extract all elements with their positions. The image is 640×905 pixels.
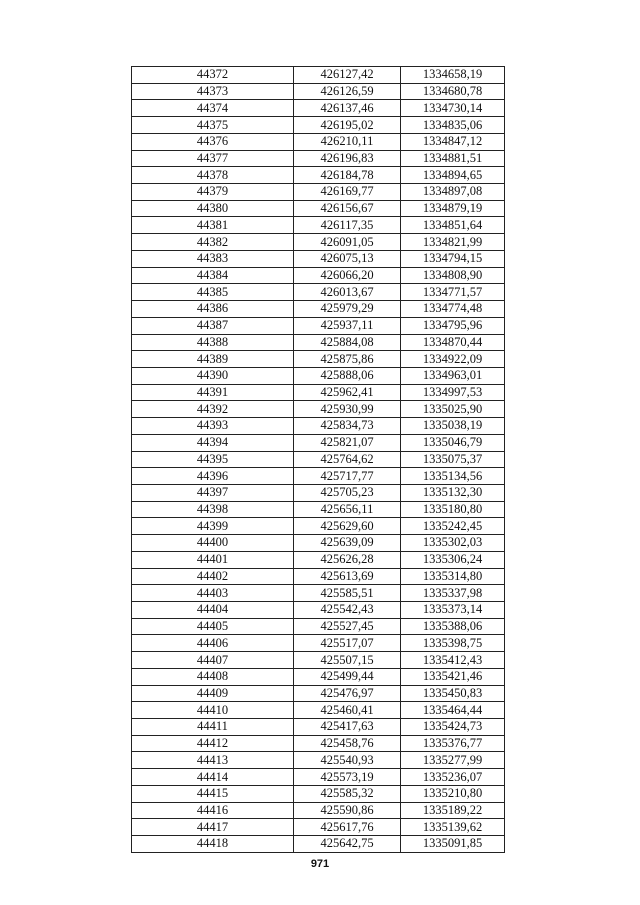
x-coordinate-cell: 426075,13: [294, 250, 401, 267]
table-row: [132, 117, 505, 134]
x-coordinate-cell: 426156,67: [294, 200, 401, 217]
table-row: [132, 100, 505, 117]
point-number-cell: 44409: [132, 685, 294, 702]
table-row: [132, 150, 505, 167]
point-number-cell: 44385: [132, 284, 294, 301]
table-row: [132, 668, 505, 685]
table-row: [132, 284, 505, 301]
point-number-cell: 44407: [132, 652, 294, 669]
table-row: [132, 334, 505, 351]
point-number-cell: 44382: [132, 234, 294, 251]
point-number-cell: 44387: [132, 317, 294, 334]
x-coordinate-cell: 426126,59: [294, 83, 401, 100]
y-coordinate-cell: 1335210,80: [401, 785, 505, 802]
table-row: [132, 133, 505, 150]
x-coordinate-cell: 426117,35: [294, 217, 401, 234]
y-coordinate-cell: 1335046,79: [401, 434, 505, 451]
y-coordinate-cell: 1334963,01: [401, 367, 505, 384]
x-coordinate-cell: 426137,46: [294, 100, 401, 117]
table-row: [132, 652, 505, 669]
table-row: [132, 551, 505, 568]
table-row: [132, 468, 505, 485]
y-coordinate-cell: 1335242,45: [401, 518, 505, 535]
point-number-cell: 44411: [132, 719, 294, 736]
x-coordinate-cell: 425821,07: [294, 434, 401, 451]
point-number-cell: 44410: [132, 702, 294, 719]
y-coordinate-cell: 1335091,85: [401, 836, 505, 853]
x-coordinate-cell: 426195,02: [294, 117, 401, 134]
table-row: [132, 585, 505, 602]
table-row: [132, 234, 505, 251]
y-coordinate-cell: 1334730,14: [401, 100, 505, 117]
table-row: [132, 451, 505, 468]
y-coordinate-cell: 1335132,30: [401, 484, 505, 501]
x-coordinate-cell: 425458,76: [294, 735, 401, 752]
y-coordinate-cell: 1334997,53: [401, 384, 505, 401]
y-coordinate-cell: 1335180,80: [401, 501, 505, 518]
table-row: [132, 217, 505, 234]
table-row: [132, 83, 505, 100]
point-number-cell: 44401: [132, 551, 294, 568]
point-number-cell: 44372: [132, 67, 294, 84]
point-number-cell: 44399: [132, 518, 294, 535]
x-coordinate-cell: 425499,44: [294, 668, 401, 685]
point-number-cell: 44400: [132, 535, 294, 552]
y-coordinate-cell: 1335139,62: [401, 819, 505, 836]
y-coordinate-cell: 1334897,08: [401, 184, 505, 201]
y-coordinate-cell: 1335398,75: [401, 635, 505, 652]
table-row: [132, 418, 505, 435]
point-number-cell: 44416: [132, 802, 294, 819]
table-row: [132, 184, 505, 201]
point-number-cell: 44389: [132, 351, 294, 368]
x-coordinate-cell: 426196,83: [294, 150, 401, 167]
y-coordinate-cell: 1334774,48: [401, 301, 505, 318]
table-row: [132, 635, 505, 652]
point-number-cell: 44384: [132, 267, 294, 284]
x-coordinate-cell: 425573,19: [294, 769, 401, 786]
y-coordinate-cell: 1335189,22: [401, 802, 505, 819]
x-coordinate-cell: 425613,69: [294, 568, 401, 585]
table-row: [132, 167, 505, 184]
table-row: [132, 367, 505, 384]
point-number-cell: 44392: [132, 401, 294, 418]
point-number-cell: 44379: [132, 184, 294, 201]
table-row: [132, 802, 505, 819]
point-number-cell: 44394: [132, 434, 294, 451]
point-number-cell: 44414: [132, 769, 294, 786]
table-row: [132, 769, 505, 786]
point-number-cell: 44388: [132, 334, 294, 351]
table-row: [132, 719, 505, 736]
x-coordinate-cell: 425834,73: [294, 418, 401, 435]
table-row: [132, 602, 505, 619]
table-row: [132, 785, 505, 802]
coordinates-table: [131, 66, 505, 853]
x-coordinate-cell: 425540,93: [294, 752, 401, 769]
y-coordinate-cell: 1334835,06: [401, 117, 505, 134]
x-coordinate-cell: 425517,07: [294, 635, 401, 652]
table-row: [132, 819, 505, 836]
x-coordinate-cell: 425542,43: [294, 602, 401, 619]
x-coordinate-cell: 425590,86: [294, 802, 401, 819]
x-coordinate-cell: 425930,99: [294, 401, 401, 418]
point-number-cell: 44408: [132, 668, 294, 685]
point-number-cell: 44377: [132, 150, 294, 167]
y-coordinate-cell: 1335373,14: [401, 602, 505, 619]
y-coordinate-cell: 1334894,65: [401, 167, 505, 184]
x-coordinate-cell: 425417,63: [294, 719, 401, 736]
x-coordinate-cell: 426091,05: [294, 234, 401, 251]
y-coordinate-cell: 1335038,19: [401, 418, 505, 435]
table-row: [132, 484, 505, 501]
x-coordinate-cell: 425884,08: [294, 334, 401, 351]
x-coordinate-cell: 425629,60: [294, 518, 401, 535]
y-coordinate-cell: 1334794,15: [401, 250, 505, 267]
y-coordinate-cell: 1334658,19: [401, 67, 505, 84]
y-coordinate-cell: 1335421,46: [401, 668, 505, 685]
table-row: [132, 518, 505, 535]
y-coordinate-cell: 1334771,57: [401, 284, 505, 301]
x-coordinate-cell: 425705,23: [294, 484, 401, 501]
x-coordinate-cell: 426066,20: [294, 267, 401, 284]
table-row: [132, 301, 505, 318]
point-number-cell: 44397: [132, 484, 294, 501]
x-coordinate-cell: 425507,15: [294, 652, 401, 669]
y-coordinate-cell: 1334922,09: [401, 351, 505, 368]
y-coordinate-cell: 1335314,80: [401, 568, 505, 585]
x-coordinate-cell: 425764,62: [294, 451, 401, 468]
table-row: [132, 434, 505, 451]
y-coordinate-cell: 1335450,83: [401, 685, 505, 702]
y-coordinate-cell: 1334847,12: [401, 133, 505, 150]
table-row: [132, 752, 505, 769]
x-coordinate-cell: 425937,11: [294, 317, 401, 334]
y-coordinate-cell: 1335236,07: [401, 769, 505, 786]
x-coordinate-cell: 425888,06: [294, 367, 401, 384]
point-number-cell: 44378: [132, 167, 294, 184]
x-coordinate-cell: 425979,29: [294, 301, 401, 318]
y-coordinate-cell: 1334821,99: [401, 234, 505, 251]
y-coordinate-cell: 1335025,90: [401, 401, 505, 418]
y-coordinate-cell: 1334795,96: [401, 317, 505, 334]
y-coordinate-cell: 1334879,19: [401, 200, 505, 217]
x-coordinate-cell: 425585,51: [294, 585, 401, 602]
point-number-cell: 44404: [132, 602, 294, 619]
x-coordinate-cell: 425476,97: [294, 685, 401, 702]
page-number: 971: [310, 858, 330, 870]
y-coordinate-cell: 1335277,99: [401, 752, 505, 769]
y-coordinate-cell: 1335424,73: [401, 719, 505, 736]
table-row: [132, 501, 505, 518]
point-number-cell: 44390: [132, 367, 294, 384]
y-coordinate-cell: 1334881,51: [401, 150, 505, 167]
point-number-cell: 44398: [132, 501, 294, 518]
y-coordinate-cell: 1335306,24: [401, 551, 505, 568]
table-row: [132, 67, 505, 84]
y-coordinate-cell: 1335134,56: [401, 468, 505, 485]
y-coordinate-cell: 1335464,44: [401, 702, 505, 719]
y-coordinate-cell: 1335075,37: [401, 451, 505, 468]
y-coordinate-cell: 1335337,98: [401, 585, 505, 602]
point-number-cell: 44412: [132, 735, 294, 752]
x-coordinate-cell: 426013,67: [294, 284, 401, 301]
point-number-cell: 44381: [132, 217, 294, 234]
point-number-cell: 44376: [132, 133, 294, 150]
x-coordinate-cell: 426184,78: [294, 167, 401, 184]
y-coordinate-cell: 1335302,03: [401, 535, 505, 552]
x-coordinate-cell: 425962,41: [294, 384, 401, 401]
table-row: [132, 384, 505, 401]
x-coordinate-cell: 425527,45: [294, 618, 401, 635]
x-coordinate-cell: 425639,09: [294, 535, 401, 552]
point-number-cell: 44391: [132, 384, 294, 401]
table-row: [132, 568, 505, 585]
x-coordinate-cell: 425717,77: [294, 468, 401, 485]
y-coordinate-cell: 1334870,44: [401, 334, 505, 351]
table-row: [132, 401, 505, 418]
x-coordinate-cell: 425875,86: [294, 351, 401, 368]
point-number-cell: 44373: [132, 83, 294, 100]
y-coordinate-cell: 1335412,43: [401, 652, 505, 669]
y-coordinate-cell: 1335388,06: [401, 618, 505, 635]
point-number-cell: 44395: [132, 451, 294, 468]
table-row: [132, 735, 505, 752]
table-row: [132, 200, 505, 217]
point-number-cell: 44375: [132, 117, 294, 134]
point-number-cell: 44413: [132, 752, 294, 769]
point-number-cell: 44415: [132, 785, 294, 802]
point-number-cell: 44396: [132, 468, 294, 485]
x-coordinate-cell: 425460,41: [294, 702, 401, 719]
point-number-cell: 44402: [132, 568, 294, 585]
table-row: [132, 702, 505, 719]
point-number-cell: 44380: [132, 200, 294, 217]
point-number-cell: 44393: [132, 418, 294, 435]
table-row: [132, 317, 505, 334]
point-number-cell: 44418: [132, 836, 294, 853]
point-number-cell: 44374: [132, 100, 294, 117]
point-number-cell: 44405: [132, 618, 294, 635]
y-coordinate-cell: 1334851,64: [401, 217, 505, 234]
table-row: [132, 836, 505, 853]
point-number-cell: 44383: [132, 250, 294, 267]
point-number-cell: 44406: [132, 635, 294, 652]
table-row: [132, 351, 505, 368]
x-coordinate-cell: 426127,42: [294, 67, 401, 84]
x-coordinate-cell: 425642,75: [294, 836, 401, 853]
point-number-cell: 44403: [132, 585, 294, 602]
x-coordinate-cell: 425585,32: [294, 785, 401, 802]
table-row: [132, 535, 505, 552]
table-row: [132, 250, 505, 267]
x-coordinate-cell: 425626,28: [294, 551, 401, 568]
y-coordinate-cell: 1335376,77: [401, 735, 505, 752]
table-row: [132, 685, 505, 702]
y-coordinate-cell: 1334808,90: [401, 267, 505, 284]
table-row: [132, 267, 505, 284]
x-coordinate-cell: 426169,77: [294, 184, 401, 201]
point-number-cell: 44386: [132, 301, 294, 318]
x-coordinate-cell: 425617,76: [294, 819, 401, 836]
x-coordinate-cell: 425656,11: [294, 501, 401, 518]
point-number-cell: 44417: [132, 819, 294, 836]
x-coordinate-cell: 426210,11: [294, 133, 401, 150]
table-row: [132, 618, 505, 635]
coordinates-table-body: [132, 67, 505, 853]
y-coordinate-cell: 1334680,78: [401, 83, 505, 100]
